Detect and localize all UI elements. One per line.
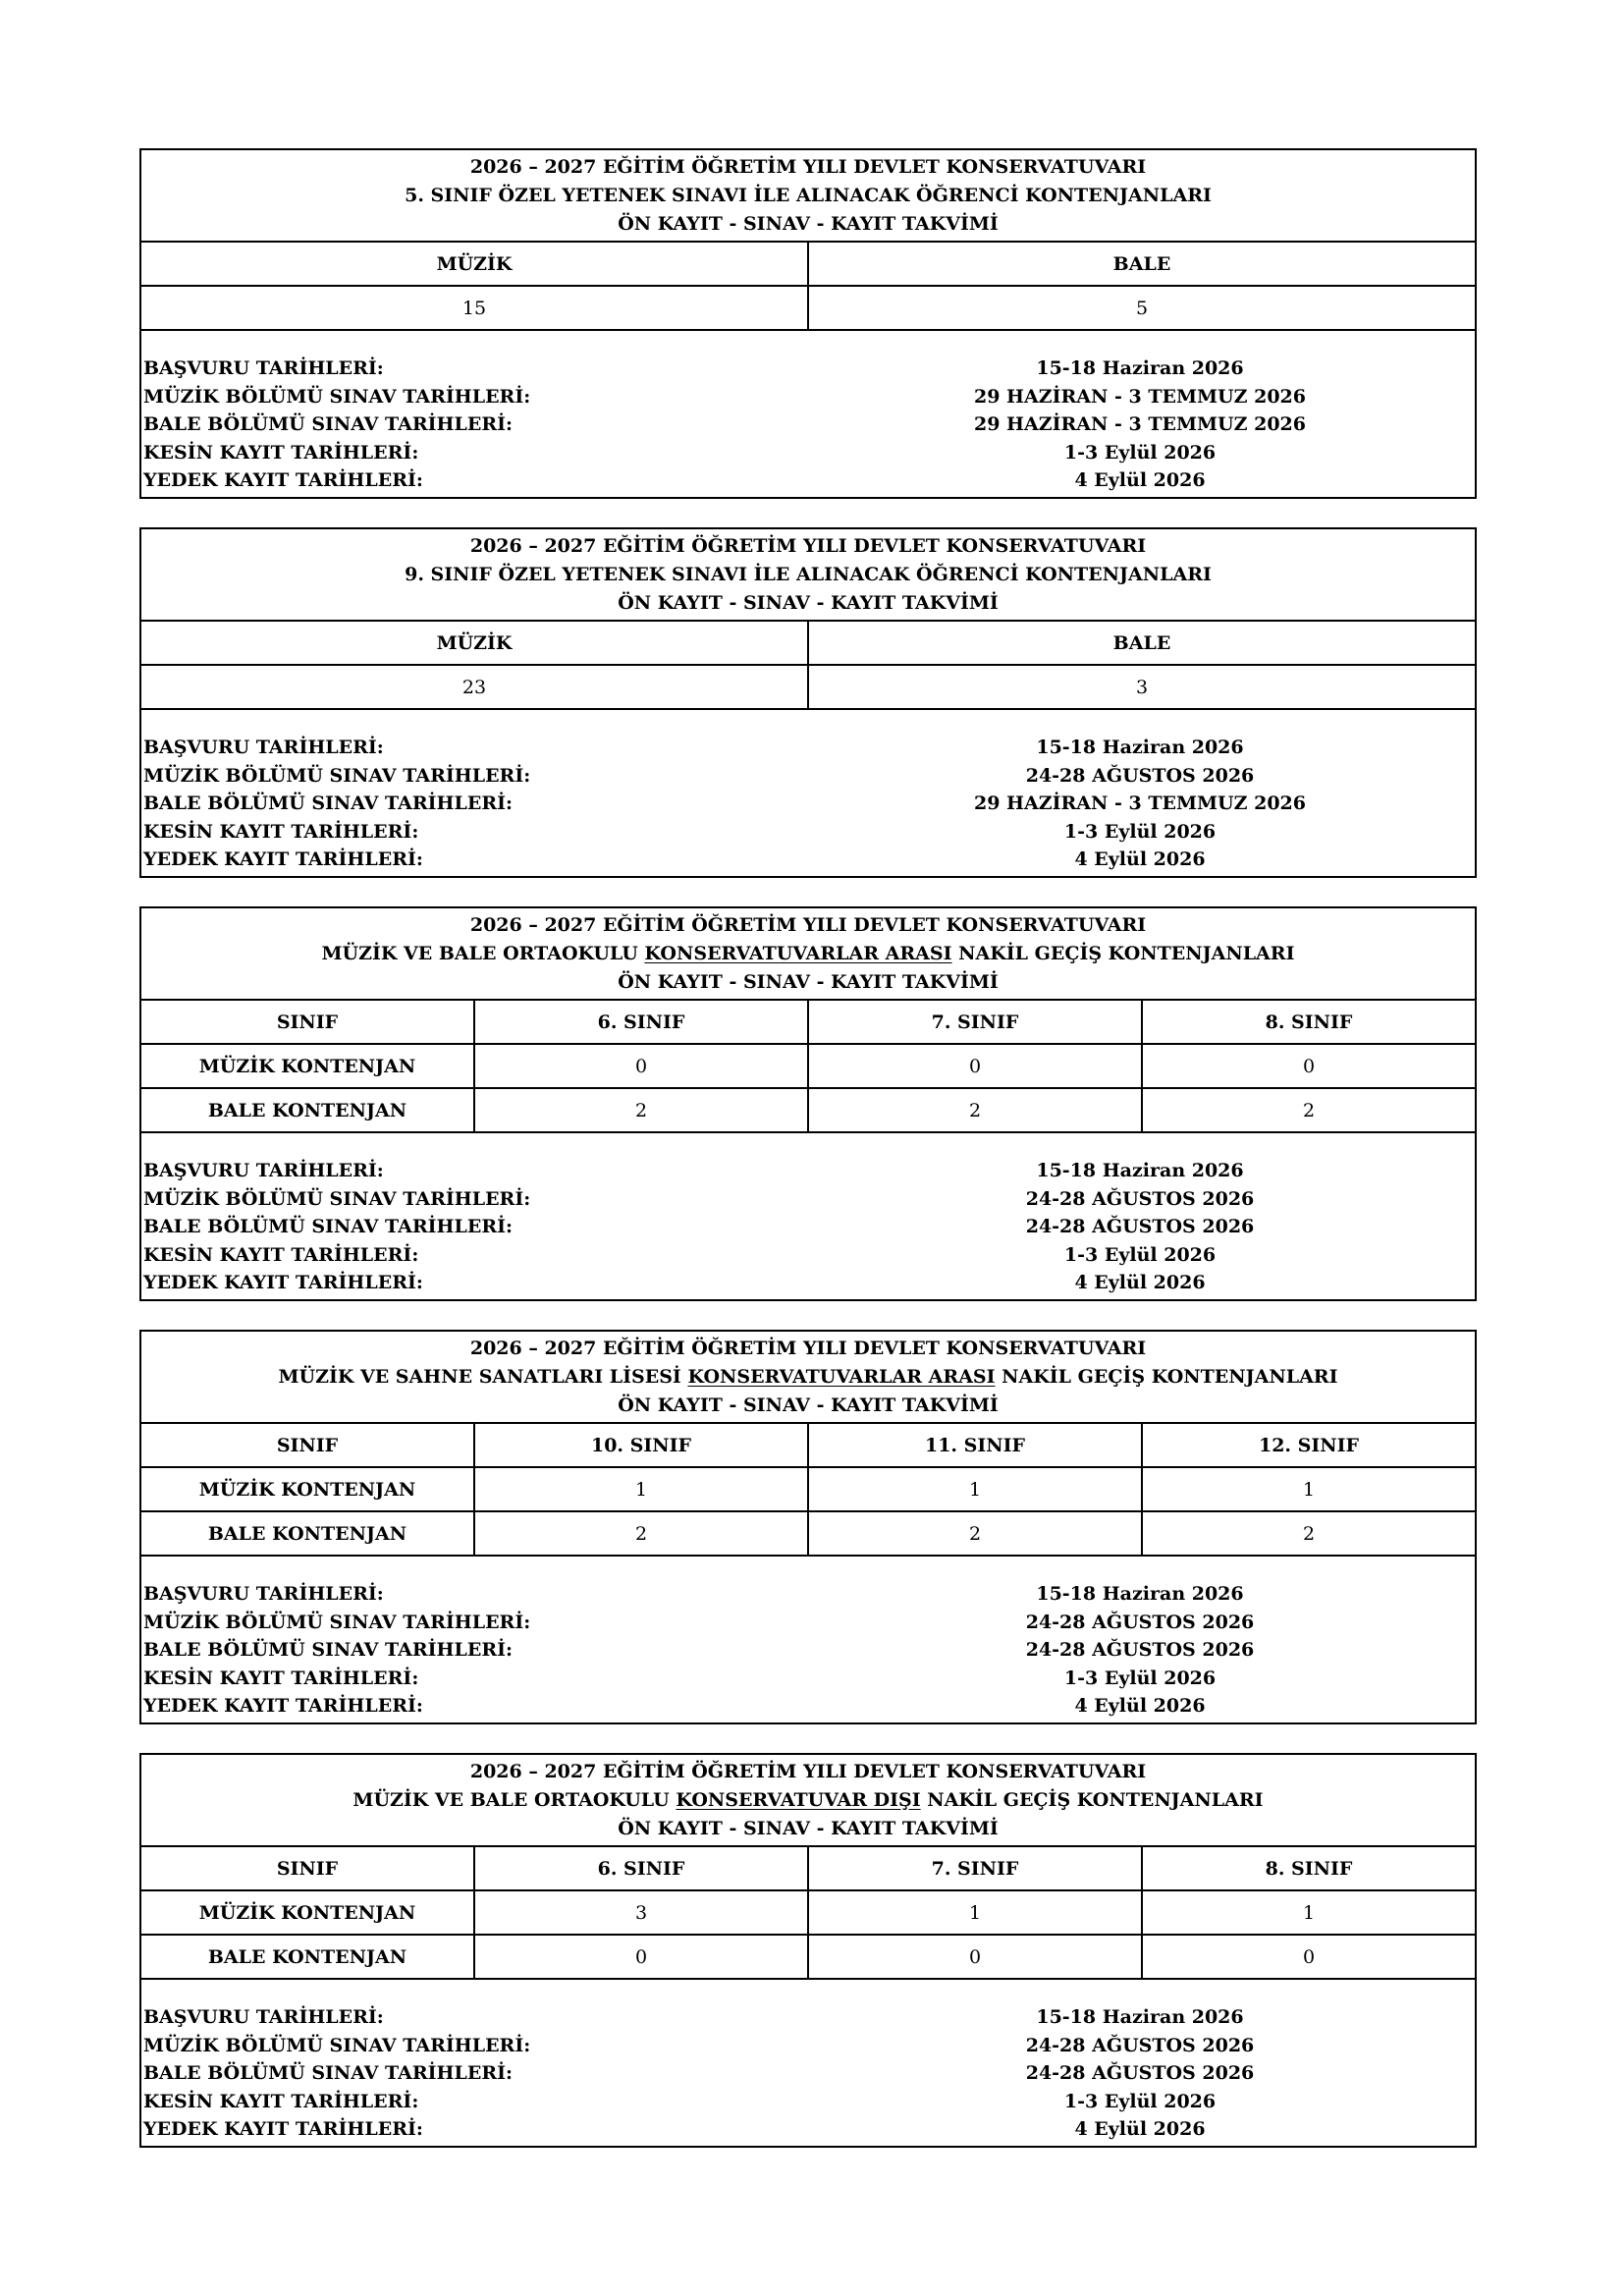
table-header-row xyxy=(141,1001,1475,1045)
quota-cell: 0 xyxy=(1141,1936,1475,1978)
date-value: 1-3 Eylül 2026 xyxy=(1063,820,1217,843)
row-label: MÜZİK KONTENJAN xyxy=(198,1478,416,1501)
section-calendar-title: ÖN KAYIT - SINAV - KAYIT TAKVİMİ xyxy=(618,1817,999,1839)
section-5-sinif-ozel-yetenek xyxy=(139,148,1477,499)
date-row-bale-sinav xyxy=(141,1213,1475,1241)
date-label: BAŞVURU TARİHLERİ: xyxy=(143,737,384,759)
date-label: KESİN KAYIT TARİHLERİ: xyxy=(143,820,419,843)
header-cell-grade: 11. SINIF xyxy=(807,1424,1141,1466)
date-row-muzik-sinav xyxy=(141,1609,1475,1637)
date-row-bale-sinav xyxy=(141,790,1475,818)
table-row xyxy=(141,666,1475,710)
table-header-row xyxy=(141,1424,1475,1468)
date-value: 4 Eylül 2026 xyxy=(1074,1695,1206,1718)
quota-cell: 1 xyxy=(807,1468,1141,1510)
date-label: YEDEK KAYIT TARİHLERİ: xyxy=(143,848,423,871)
section-title: 2026 – 2027 EĞİTİM ÖĞRETİM YILI DEVLET KONSERVATUVARI xyxy=(469,155,1147,178)
date-value: 4 Eylül 2026 xyxy=(1074,2118,1206,2141)
quota-bale: 5 xyxy=(807,287,1475,329)
date-label: YEDEK KAYIT TARİHLERİ: xyxy=(143,1695,423,1718)
section-lise-konservatuvarlar-arasi xyxy=(139,1330,1477,1724)
date-label: BALE BÖLÜMÜ SINAV TARİHLERİ: xyxy=(143,793,514,815)
header-cell-sinif: SINIF xyxy=(276,1434,339,1456)
date-row-kesin-kayit xyxy=(141,1241,1475,1270)
date-row-basvuru xyxy=(141,355,1475,383)
section-ortaokul-konservatuvarlar-arasi xyxy=(139,906,1477,1301)
date-value: 4 Eylül 2026 xyxy=(1074,469,1206,492)
date-label: YEDEK KAYIT TARİHLERİ: xyxy=(143,2118,423,2141)
date-row-muzik-sinav xyxy=(141,2032,1475,2060)
date-row-yedek-kayit xyxy=(141,1269,1475,1297)
date-value: 24-28 AĞUSTOS 2026 xyxy=(1025,2034,1255,2056)
date-row-muzik-sinav xyxy=(141,383,1475,411)
section-calendar-title: ÖN KAYIT - SINAV - KAYIT TAKVİMİ xyxy=(618,591,999,614)
row-label: MÜZİK KONTENJAN xyxy=(198,1901,416,1924)
quota-cell: 1 xyxy=(1141,1468,1475,1510)
header-cell-sinif: SINIF xyxy=(276,1857,339,1880)
date-row-yedek-kayit xyxy=(141,846,1475,874)
section-calendar-title: ÖN KAYIT - SINAV - KAYIT TAKVİMİ xyxy=(618,212,999,235)
date-label: KESİN KAYIT TARİHLERİ: xyxy=(143,1667,419,1689)
header-cell-grade: 7. SINIF xyxy=(807,1847,1141,1889)
date-label: KESİN KAYIT TARİHLERİ: xyxy=(143,441,419,464)
date-value: 15-18 Haziran 2026 xyxy=(1036,2006,1244,2029)
subtitle-text-end: NAKİL GEÇİŞ KONTENJANLARI xyxy=(920,1788,1264,1811)
section-title: 2026 – 2027 EĞİTİM ÖĞRETİM YILI DEVLET KONSERVATUVARI xyxy=(469,1337,1147,1359)
quota-cell: 2 xyxy=(1141,1089,1475,1131)
section-header xyxy=(141,908,1475,1001)
table-row xyxy=(141,287,1475,331)
section-subtitle xyxy=(278,1363,1337,1392)
section-calendar-title: ÖN KAYIT - SINAV - KAYIT TAKVİMİ xyxy=(618,1394,999,1416)
quota-cell: 2 xyxy=(1141,1512,1475,1555)
date-label: MÜZİK BÖLÜMÜ SINAV TARİHLERİ: xyxy=(143,385,531,408)
subtitle-text-end: NAKİL GEÇİŞ KONTENJANLARI xyxy=(995,1365,1338,1388)
date-label: MÜZİK BÖLÜMÜ SINAV TARİHLERİ: xyxy=(143,764,531,787)
date-label: BALE BÖLÜMÜ SINAV TARİHLERİ: xyxy=(143,2062,514,2085)
header-cell-sinif: SINIF xyxy=(276,1011,339,1033)
date-label: MÜZİK BÖLÜMÜ SINAV TARİHLERİ: xyxy=(143,1187,531,1210)
subtitle-text: MÜZİK VE BALE ORTAOKULU xyxy=(321,942,645,964)
date-label: BALE BÖLÜMÜ SINAV TARİHLERİ: xyxy=(143,1216,514,1238)
header-cell-grade: 8. SINIF xyxy=(1141,1847,1475,1889)
date-label: KESİN KAYIT TARİHLERİ: xyxy=(143,2090,419,2112)
date-label: BAŞVURU TARİHLERİ: xyxy=(143,357,384,380)
section-title: 2026 – 2027 EĞİTİM ÖĞRETİM YILI DEVLET KONSERVATUVARI xyxy=(469,534,1147,557)
date-row-basvuru xyxy=(141,2003,1475,2032)
date-value: 29 HAZİRAN - 3 TEMMUZ 2026 xyxy=(974,793,1306,815)
row-label: BALE KONTENJAN xyxy=(207,1099,407,1121)
date-row-bale-sinav xyxy=(141,1636,1475,1665)
table-row-muzik xyxy=(141,1891,1475,1936)
dates-block xyxy=(141,331,1475,497)
subtitle-underlined: KONSERVATUVAR DIŞI xyxy=(676,1788,921,1811)
table-row-bale xyxy=(141,1089,1475,1133)
header-cell-muzik: MÜZİK xyxy=(436,252,513,275)
quota-cell: 1 xyxy=(473,1468,807,1510)
date-row-bale-sinav xyxy=(141,410,1475,439)
header-cell-bale: BALE xyxy=(807,622,1475,664)
date-label: KESİN KAYIT TARİHLERİ: xyxy=(143,1243,419,1266)
header-cell-grade: 7. SINIF xyxy=(807,1001,1141,1043)
quota-cell: 0 xyxy=(473,1936,807,1978)
date-value: 24-28 AĞUSTOS 2026 xyxy=(1025,764,1255,787)
subtitle-text: 9. SINIF ÖZEL YETENEK SINAVI İLE ALINACAK ÖĞRENCİ KONTENJANLARI xyxy=(405,563,1212,585)
date-row-basvuru xyxy=(141,734,1475,762)
quota-cell: 2 xyxy=(807,1089,1141,1131)
date-row-kesin-kayit xyxy=(141,818,1475,847)
date-row-bale-sinav xyxy=(141,2059,1475,2088)
quota-cell: 0 xyxy=(807,1045,1141,1087)
section-subtitle xyxy=(352,1786,1263,1815)
section-title: 2026 – 2027 EĞİTİM ÖĞRETİM YILI DEVLET KONSERVATUVARI xyxy=(469,1760,1147,1782)
quota-bale: 3 xyxy=(807,666,1475,708)
date-value: 1-3 Eylül 2026 xyxy=(1063,1667,1217,1689)
subtitle-text: 5. SINIF ÖZEL YETENEK SINAVI İLE ALINACAK ÖĞRENCİ KONTENJANLARI xyxy=(405,184,1212,206)
date-value: 15-18 Haziran 2026 xyxy=(1036,357,1244,380)
header-cell-grade: 6. SINIF xyxy=(473,1847,807,1889)
header-cell-muzik: MÜZİK xyxy=(436,631,513,654)
date-label: BALE BÖLÜMÜ SINAV TARİHLERİ: xyxy=(143,413,514,436)
date-row-basvuru xyxy=(141,1157,1475,1185)
section-header xyxy=(141,1755,1475,1847)
date-value: 24-28 AĞUSTOS 2026 xyxy=(1025,2062,1255,2085)
subtitle-text: MÜZİK VE SAHNE SANATLARI LİSESİ xyxy=(278,1365,688,1388)
date-row-yedek-kayit xyxy=(141,1692,1475,1721)
header-cell-bale: BALE xyxy=(807,243,1475,285)
section-subtitle xyxy=(405,561,1212,589)
section-header xyxy=(141,1332,1475,1424)
date-value: 29 HAZİRAN - 3 TEMMUZ 2026 xyxy=(974,385,1306,408)
date-label: YEDEK KAYIT TARİHLERİ: xyxy=(143,1272,423,1294)
section-subtitle xyxy=(405,182,1212,210)
date-value: 4 Eylül 2026 xyxy=(1074,1272,1206,1294)
table-row-muzik xyxy=(141,1045,1475,1089)
header-cell-grade: 6. SINIF xyxy=(473,1001,807,1043)
date-row-muzik-sinav xyxy=(141,1185,1475,1214)
header-cell-grade: 12. SINIF xyxy=(1141,1424,1475,1466)
date-label: BALE BÖLÜMÜ SINAV TARİHLERİ: xyxy=(143,1639,514,1662)
dates-block xyxy=(141,1980,1475,2146)
dates-block xyxy=(141,710,1475,876)
subtitle-text-end: NAKİL GEÇİŞ KONTENJANLARI xyxy=(951,942,1295,964)
subtitle-text: MÜZİK VE BALE ORTAOKULU xyxy=(352,1788,677,1811)
date-label: YEDEK KAYIT TARİHLERİ: xyxy=(143,469,423,492)
header-cell-grade: 8. SINIF xyxy=(1141,1001,1475,1043)
date-label: BAŞVURU TARİHLERİ: xyxy=(143,1583,384,1606)
date-value: 15-18 Haziran 2026 xyxy=(1036,737,1244,759)
row-label: BALE KONTENJAN xyxy=(207,1522,407,1545)
date-value: 4 Eylül 2026 xyxy=(1074,848,1206,871)
date-value: 15-18 Haziran 2026 xyxy=(1036,1583,1244,1606)
section-header xyxy=(141,529,1475,622)
table-row-muzik xyxy=(141,1468,1475,1512)
date-value: 24-28 AĞUSTOS 2026 xyxy=(1025,1216,1255,1238)
section-header xyxy=(141,150,1475,243)
row-label: BALE KONTENJAN xyxy=(207,1945,407,1968)
quota-cell: 1 xyxy=(1141,1891,1475,1934)
date-row-kesin-kayit xyxy=(141,1665,1475,1693)
date-label: MÜZİK BÖLÜMÜ SINAV TARİHLERİ: xyxy=(143,1611,531,1633)
quota-muzik: 15 xyxy=(461,297,487,319)
section-subtitle xyxy=(322,940,1295,968)
quota-cell: 2 xyxy=(473,1089,807,1131)
date-label: BAŞVURU TARİHLERİ: xyxy=(143,1160,384,1182)
date-row-kesin-kayit xyxy=(141,2088,1475,2116)
table-row-bale xyxy=(141,1512,1475,1557)
date-row-kesin-kayit xyxy=(141,439,1475,467)
quota-cell: 0 xyxy=(807,1936,1141,1978)
subtitle-underlined: KONSERVATUVARLAR ARASI xyxy=(687,1365,996,1388)
dates-block xyxy=(141,1557,1475,1722)
table-header-row xyxy=(141,243,1475,287)
date-label: MÜZİK BÖLÜMÜ SINAV TARİHLERİ: xyxy=(143,2034,531,2056)
header-cell-grade: 10. SINIF xyxy=(473,1424,807,1466)
section-9-sinif-ozel-yetenek xyxy=(139,527,1477,878)
date-value: 24-28 AĞUSTOS 2026 xyxy=(1025,1639,1255,1662)
date-row-yedek-kayit xyxy=(141,466,1475,495)
date-value: 15-18 Haziran 2026 xyxy=(1036,1160,1244,1182)
section-ortaokul-konservatuvar-disi xyxy=(139,1753,1477,2148)
section-title: 2026 – 2027 EĞİTİM ÖĞRETİM YILI DEVLET KONSERVATUVARI xyxy=(469,913,1147,936)
quota-cell: 3 xyxy=(473,1891,807,1934)
date-value: 1-3 Eylül 2026 xyxy=(1063,1243,1217,1266)
dates-block xyxy=(141,1133,1475,1299)
table-header-row xyxy=(141,622,1475,666)
date-row-yedek-kayit xyxy=(141,2115,1475,2144)
quota-cell: 0 xyxy=(1141,1045,1475,1087)
date-value: 1-3 Eylül 2026 xyxy=(1063,441,1217,464)
section-calendar-title: ÖN KAYIT - SINAV - KAYIT TAKVİMİ xyxy=(618,970,999,993)
date-value: 1-3 Eylül 2026 xyxy=(1063,2090,1217,2112)
date-row-basvuru xyxy=(141,1580,1475,1609)
date-value: 24-28 AĞUSTOS 2026 xyxy=(1025,1187,1255,1210)
row-label: MÜZİK KONTENJAN xyxy=(198,1055,416,1077)
table-header-row xyxy=(141,1847,1475,1891)
quota-cell: 2 xyxy=(807,1512,1141,1555)
date-row-muzik-sinav xyxy=(141,762,1475,791)
quota-cell: 0 xyxy=(473,1045,807,1087)
quota-cell: 2 xyxy=(473,1512,807,1555)
quota-muzik: 23 xyxy=(461,676,487,698)
date-value: 24-28 AĞUSTOS 2026 xyxy=(1025,1611,1255,1633)
table-row-bale xyxy=(141,1936,1475,1980)
subtitle-underlined: KONSERVATUVARLAR ARASI xyxy=(644,942,952,964)
quota-cell: 1 xyxy=(807,1891,1141,1934)
date-label: BAŞVURU TARİHLERİ: xyxy=(143,2006,384,2029)
date-value: 29 HAZİRAN - 3 TEMMUZ 2026 xyxy=(974,413,1306,436)
